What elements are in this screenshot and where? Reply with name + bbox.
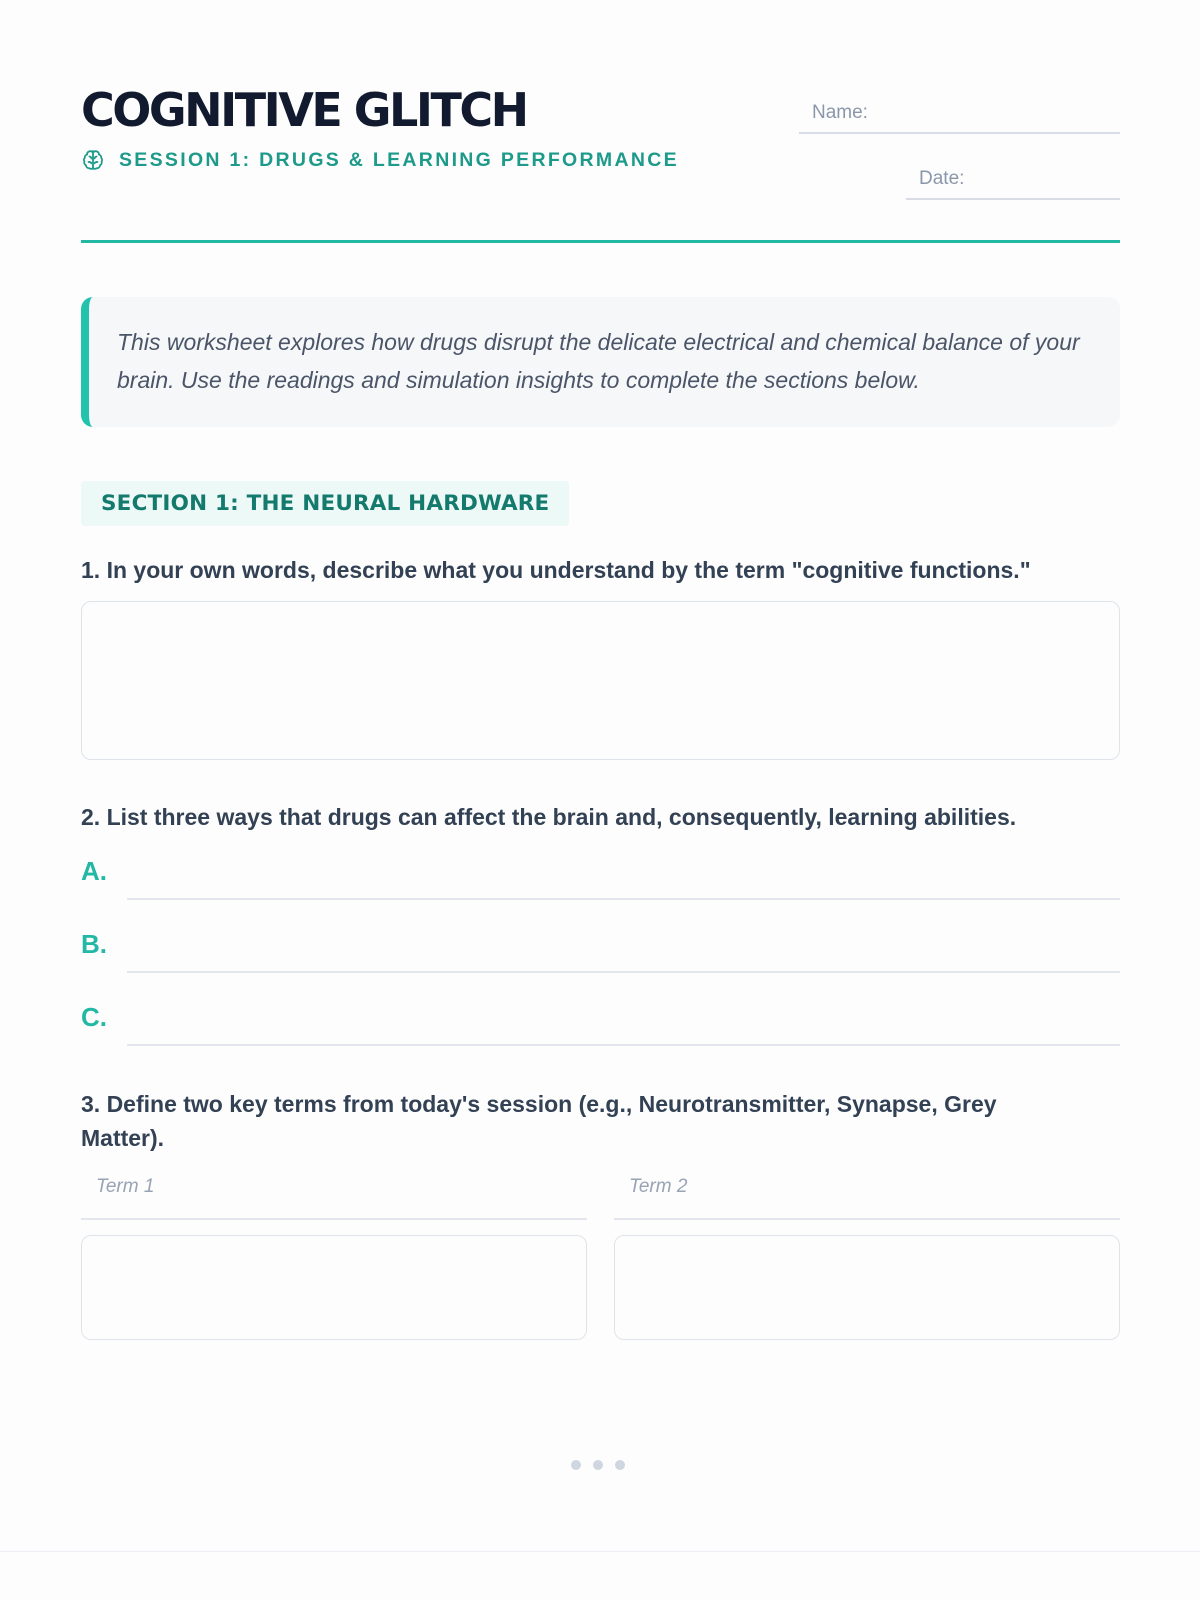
answer-line-b[interactable]	[81, 929, 1120, 973]
continuation-dots	[571, 1460, 625, 1470]
brain-icon	[81, 148, 105, 172]
question-1: 1. In your own words, describe what you understand by the term "cognitive functions."	[81, 557, 1031, 583]
answer-underline	[127, 971, 1120, 973]
term-2-field[interactable]	[614, 1176, 1120, 1220]
worksheet-page	[81, 0, 1120, 1197]
date-field[interactable]	[906, 160, 1120, 200]
dot	[571, 1460, 581, 1470]
answer-underline	[127, 898, 1120, 900]
answer-letter-a: A.	[81, 856, 107, 886]
answer-line-a[interactable]	[81, 856, 1120, 900]
question-2: 2. List three ways that drugs can affect the brain and, consequently, learning abilities.	[81, 804, 1017, 830]
dot	[593, 1460, 603, 1470]
dot	[615, 1460, 625, 1470]
term-1-field[interactable]	[81, 1176, 587, 1220]
answer-letter-c: C.	[81, 1002, 107, 1032]
term-2-definition-box[interactable]	[614, 1235, 1120, 1340]
date-label: Date:	[919, 168, 965, 189]
worksheet-title: COGNITIVE GLITCH	[81, 83, 527, 137]
name-field[interactable]	[799, 94, 1120, 134]
header-divider	[81, 240, 1120, 243]
term-2-placeholder: Term 2	[629, 1176, 688, 1197]
answer-line-c[interactable]	[81, 1002, 1120, 1046]
question-3: 3. Define two key terms from today's session (e.g., Neurotransmitter, Synapse, Grey Matter).	[81, 1091, 997, 1151]
answer-letter-b: B.	[81, 929, 107, 959]
session-subtitle-text: SESSION 1: DRUGS & LEARNING PERFORMANCE	[119, 148, 679, 171]
intro-callout: This worksheet explores how drugs disrupt the delicate electrical and chemical balance of your brain. Use the readings and simulation insights to complete the sections below.	[81, 297, 1120, 427]
name-label: Name:	[812, 102, 868, 123]
term-1-placeholder: Term 1	[96, 1176, 155, 1197]
section-1-heading: SECTION 1: THE NEURAL HARDWARE	[81, 481, 569, 526]
question-1-answer-box[interactable]	[81, 601, 1120, 760]
answer-underline	[127, 1044, 1120, 1046]
term-1-definition-box[interactable]	[81, 1235, 587, 1340]
page-bottom-divider	[0, 1551, 1200, 1552]
session-subtitle	[81, 148, 679, 172]
worksheet-header	[81, 0, 1120, 245]
